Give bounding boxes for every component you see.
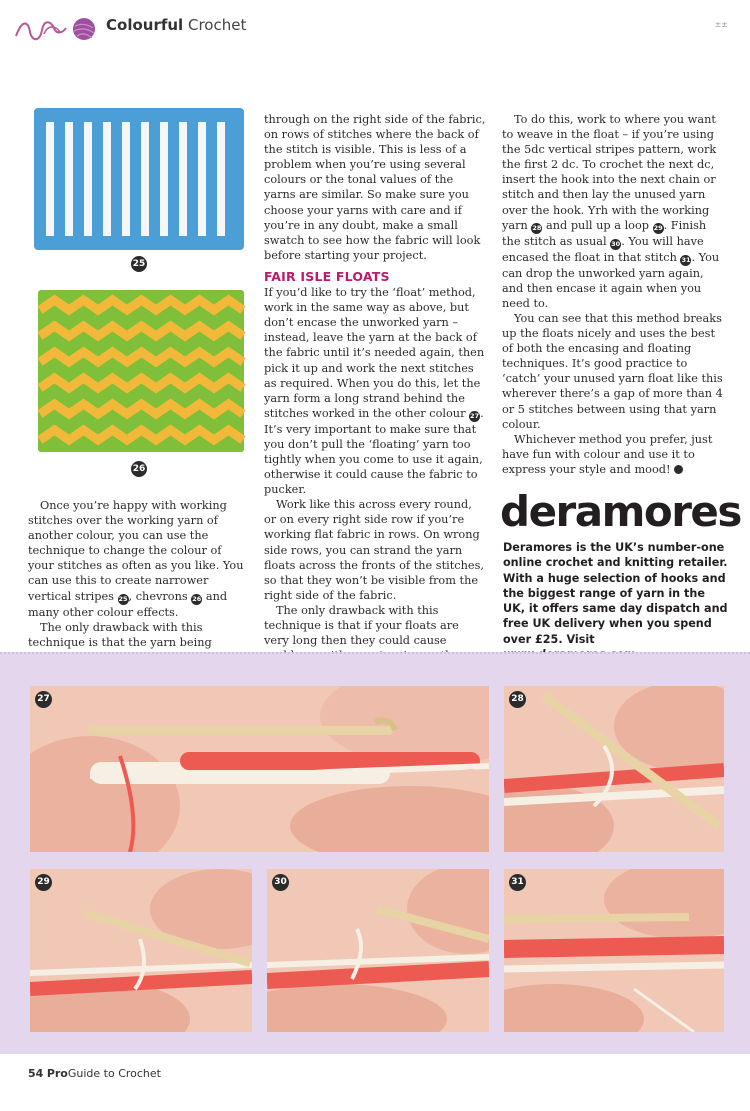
photo-number-28: 28 bbox=[509, 691, 526, 708]
photo-number-31: 31 bbox=[509, 874, 526, 891]
stripe bbox=[65, 122, 73, 236]
page-footer bbox=[28, 1067, 161, 1080]
ref-31: 31 bbox=[681, 255, 691, 264]
photo-number-29: 29 bbox=[35, 874, 52, 891]
text-run: . It’s very important to make sure that you don’t pull the ‘floating’ yarn too tightly when you come to use it again, otherwise it could cause the fabric to pucker. bbox=[264, 406, 484, 497]
page-header bbox=[0, 0, 750, 60]
left-column bbox=[28, 498, 250, 665]
left-paragraph-2: The only drawback with this technique is that the yarn being bbox=[28, 620, 212, 649]
deramores-logo: deramores bbox=[500, 487, 741, 536]
text-run: and pull up a loop bbox=[542, 218, 653, 232]
ref-29: 29 bbox=[653, 223, 663, 232]
footer-guide: Guide to Crochet bbox=[67, 1067, 161, 1080]
middle-paragraph-2 bbox=[264, 285, 486, 497]
ref-30: 30 bbox=[611, 239, 621, 248]
ref-27: 27 bbox=[470, 411, 480, 420]
section-title bbox=[106, 16, 246, 34]
end-mark-icon bbox=[674, 465, 683, 474]
middle-column bbox=[264, 112, 486, 693]
footer-pro: Pro bbox=[46, 1067, 68, 1080]
step-photo-27 bbox=[30, 686, 489, 852]
swatch-vertical-stripes bbox=[32, 104, 246, 254]
photo-29-illustration bbox=[30, 869, 252, 1032]
swatch-number-25: 25 bbox=[131, 256, 147, 272]
step-photo-31 bbox=[504, 869, 724, 1032]
swatch-chevrons bbox=[36, 288, 246, 454]
section-title-bold: Colourful bbox=[106, 16, 184, 34]
stripe bbox=[46, 122, 54, 236]
middle-paragraph-1: through on the right side of the fabric, on rows of stitches where the back of the stitch is visible. This is less of a problem when you’re using several colours or the tonal values of the yarns are similar. So make sure you choose your yarns with care and if you’re in any doubt, make a small swatch to see how the fabric will look before starting your project. bbox=[264, 113, 486, 262]
stripe bbox=[84, 122, 92, 236]
right-paragraph-1 bbox=[502, 112, 724, 311]
page-number: 54 bbox=[28, 1067, 44, 1080]
deramores-text: Deramores is the UK’s number-one online crochet and knitting retailer. With a huge selection of hooks and the biggest range of yarn in the UK, it offers same day dispatch and free UK delivery when you spend over £25. Visit bbox=[503, 541, 728, 646]
text-run: If you’d like to try the ‘float’ method, work in the same way as above, but don’t encase the unworked yarn – instead, leave the yarn at the back of the fabric until it’s needed again, then pick it up and work the next stitches as required. When you do this, let the yarn form a long strand behind the stitches worked in the other colour bbox=[264, 286, 485, 420]
ref-28: 28 bbox=[532, 223, 542, 232]
swatch-number-26: 26 bbox=[131, 461, 147, 477]
stripe bbox=[122, 122, 130, 236]
step-photo-28 bbox=[504, 686, 724, 852]
stripe bbox=[141, 122, 149, 236]
text-run: and many other colour effects. bbox=[28, 589, 228, 619]
photo-number-27: 27 bbox=[35, 691, 52, 708]
deramores-blurb bbox=[503, 540, 729, 662]
text-run: Whichever method you prefer, just have fun with colour and use it to express your style and mood! bbox=[502, 432, 713, 476]
stripe bbox=[217, 122, 225, 236]
right-paragraph-2: You can see that this method breaks up the floats nicely and uses the best of both the encasing and floating techniques. It’s good practice to ‘catch’ your unused yarn float like this wherever there’s a gap of more than 4 or 5 stitches between using that yarn colour. bbox=[502, 311, 723, 431]
middle-paragraph-4: The only drawback with this technique is that if your floats are very long then they could cause bbox=[264, 603, 459, 648]
step-photo-30 bbox=[267, 869, 489, 1032]
stripe bbox=[103, 122, 111, 236]
step-photo-29 bbox=[30, 869, 252, 1032]
ref-26: 26 bbox=[192, 594, 202, 603]
stripe bbox=[160, 122, 168, 236]
text-run: To do this, work to where you want to weave in the float – if you’re using the 5dc vertical stripes pattern, work the first 2 dc. To crochet the next dc, insert the hook into the next chain or stitch and then lay the unused yarn over the hook. Yrh with the working yarn bbox=[502, 113, 717, 232]
corner-mark: ±± bbox=[714, 20, 728, 29]
text-run: . You will have encased the float in that stitch bbox=[502, 234, 704, 264]
photo-31-illustration bbox=[504, 869, 724, 1032]
stripe bbox=[198, 122, 206, 236]
photo-28-illustration bbox=[504, 686, 724, 852]
right-column bbox=[502, 112, 724, 477]
photo-30-illustration bbox=[267, 869, 489, 1032]
photo-27-illustration bbox=[30, 686, 489, 852]
text-run: . Finish the stitch as usual bbox=[502, 218, 707, 248]
yarn-swirl-logo bbox=[14, 12, 98, 46]
photo-number-30: 30 bbox=[272, 874, 289, 891]
stripe bbox=[179, 122, 187, 236]
left-paragraph-1 bbox=[28, 498, 250, 620]
text-run: Once you’re happy with working stitches over the working yarn of another colour, you can use the technique to change the colour of your stitches as often as you like. You can use this to create narrower vertical stripes bbox=[28, 499, 244, 603]
right-paragraph-3 bbox=[502, 432, 724, 477]
middle-paragraph-3: Work like this across every round, or on every right side row if you’re working flat fabric in rows. On wrong side rows, you can strand the yarn floats across the fronts of the stitches, so that they won’t be visible from the right side of the fabric. bbox=[264, 498, 484, 602]
ref-25: 25 bbox=[118, 594, 128, 603]
fair-isle-heading: FAIR ISLE FLOATS bbox=[264, 268, 390, 284]
section-title-rest: Crochet bbox=[187, 16, 247, 34]
text-run: , chevrons bbox=[128, 589, 192, 603]
text-run: . You can drop the unworked yarn again, and then encase it again when you need to. bbox=[502, 250, 720, 310]
